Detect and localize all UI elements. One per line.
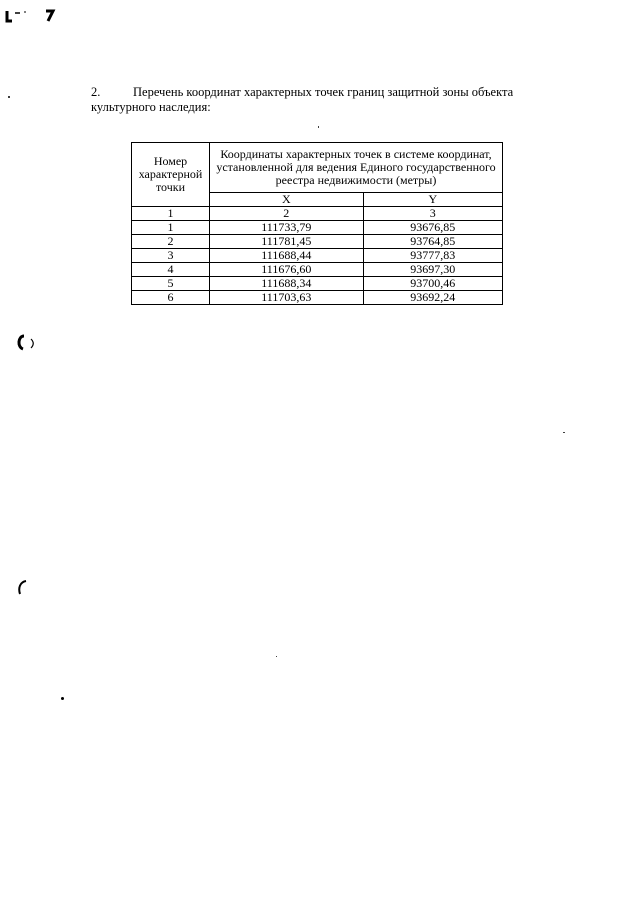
scan-speck	[318, 126, 319, 128]
y-coordinate-cell: 93700,46	[363, 277, 502, 291]
table-cell: 2	[210, 207, 364, 221]
y-coordinate-cell: 93777,83	[363, 249, 502, 263]
header-x: X	[210, 193, 364, 207]
section-number: 2.	[91, 85, 101, 99]
y-coordinate-cell: 93764,85	[363, 235, 502, 249]
table-cell: 3	[363, 207, 502, 221]
point-number-cell: 1	[132, 221, 210, 235]
scan-speck	[276, 656, 277, 657]
coordinates-table	[131, 142, 503, 305]
table-row	[132, 221, 503, 235]
x-coordinate-cell: 111781,45	[210, 235, 364, 249]
x-coordinate-cell: 111688,34	[210, 277, 364, 291]
y-coordinate-cell: 93692,24	[363, 291, 502, 305]
x-coordinate-cell: 111733,79	[210, 221, 364, 235]
point-number-cell: 3	[132, 249, 210, 263]
y-coordinate-cell: 93676,85	[363, 221, 502, 235]
table-row	[132, 235, 503, 249]
scan-speck	[563, 432, 565, 433]
point-number-cell: 2	[132, 235, 210, 249]
point-number-cell: 6	[132, 291, 210, 305]
scan-speck	[8, 96, 10, 98]
x-coordinate-cell: 111703,63	[210, 291, 364, 305]
y-coordinate-cell: 93697,30	[363, 263, 502, 277]
table-cell: 1	[132, 207, 210, 221]
scan-artifact-top-left	[4, 8, 56, 24]
table-row	[132, 291, 503, 305]
table-row	[132, 277, 503, 291]
point-number-cell: 4	[132, 263, 210, 277]
point-number-cell: 5	[132, 277, 210, 291]
scan-artifact-punch-hole-2	[14, 578, 34, 598]
scan-speck	[61, 697, 64, 700]
x-coordinate-cell: 111676,60	[210, 263, 364, 277]
header-coordinates: Координаты характерных точек в системе координат, установленной для ведения Единого государственного реестра недвижимости (метры)	[210, 143, 503, 193]
table-row	[132, 249, 503, 263]
column-number-row	[132, 207, 503, 221]
header-point-number: Номер характерной точки	[132, 143, 210, 207]
header-y: Y	[363, 193, 502, 207]
section-title: Перечень координат характерных точек границ защитной зоны объекта культурного наследия:	[91, 85, 514, 114]
section-heading	[91, 85, 551, 115]
x-coordinate-cell: 111688,44	[210, 249, 364, 263]
scan-artifact-punch-hole-1	[14, 333, 38, 353]
table-row	[132, 263, 503, 277]
